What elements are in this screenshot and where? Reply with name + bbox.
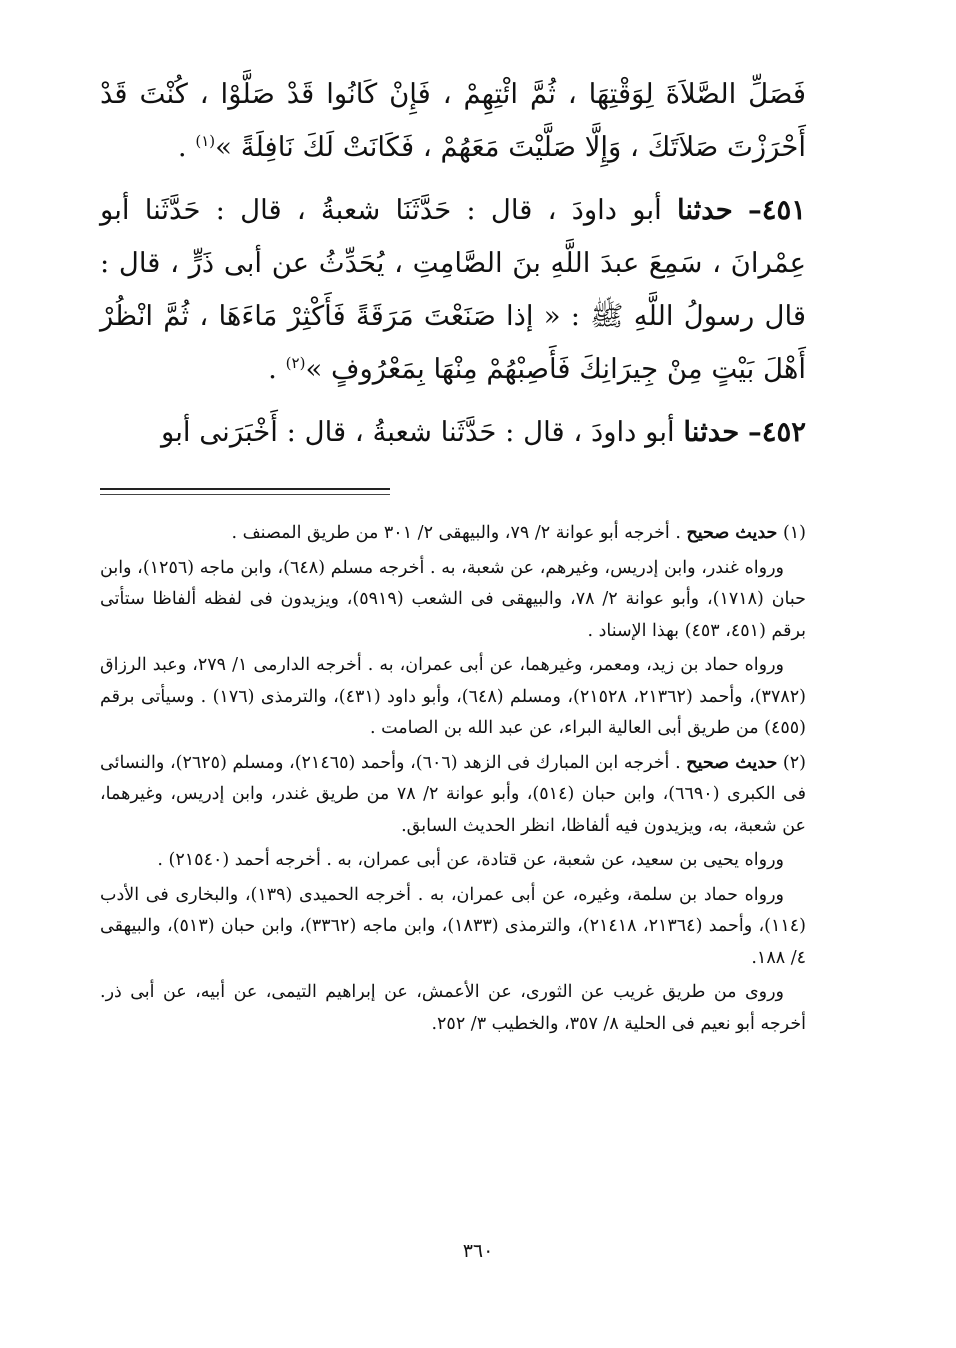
hadith-452-number: ٤٥٢–: [747, 416, 806, 448]
continuation-paragraph: [100, 68, 806, 174]
footnote-2-para-4: [100, 977, 806, 1040]
footnote-text: وروى من طريق غريب عن الثورى، عن الأعمش، عن إبراهيم التيمى، عن أبيه، عن أبى ذر. أخرجه أبو نعيم فى الحلية ٨/ ٣٥٧، والخطيب ٣/ ٢٥٢.: [100, 982, 806, 1034]
footnote-2: [100, 748, 806, 843]
hadith-451-lead: حدثنا: [676, 194, 733, 226]
hadith-452-text: أبو داودَ ، قال : حَدَّثَنا شعبةُ ، قال : أَخْبَرَنى أبو: [161, 416, 675, 448]
continuation-text: فَصَلِّ الصَّلاَةَ لِوَقْتِهَا ، ثُمَّ ائْتِهِمْ ، فَإِنْ كَانُوا قَدْ صَلَّوْا ، كُنْتَ قَدْ أَحْرَزْتَ صَلاَتَكَ ، وَإِلَّا صَلَّيْتَ مَعَهُمْ ، فَكَانَتْ لَكَ نَافِلَةً »: [100, 78, 806, 163]
footnote-2-text: . أخرجه ابن المبارك فى الزهد (٦٠٦)، وأحمد (٢١٤٦٥)، ومسلم (٢٦٢٥)، والنسائى فى الكبرى (٦٦٩٠)، وابن حبان (٥١٤)، وأبو عوانة ٢/ ٧٨ من طريق غندر، وابن إدريس، وغيرهما، عن شعبة، به، ويزيدون فيه ألفاظا، انظر الحديث السابق.: [100, 752, 806, 836]
footnote-marker-2: (٢): [782, 752, 806, 773]
footnote-separator-thin: [100, 494, 390, 495]
footnote-2-grade: حديث صحيح: [686, 752, 778, 773]
footnote-2-para-3: [100, 880, 806, 975]
footnote-1: [100, 518, 806, 550]
main-text: [100, 68, 806, 459]
hadith-451: [100, 184, 806, 396]
continuation-end: .: [177, 131, 196, 163]
footnote-text: ورواه يحيى بن سعيد، عن شعبة، عن قتادة، عن أبى عمران، به . أخرجه أحمد (٢١٥٤٠) .: [157, 850, 784, 870]
page-number: ٣٦٠: [462, 1240, 494, 1262]
footnote-1-para-3: [100, 650, 806, 745]
footnote-text: ورواه حماد بن سلمة، وغيره، عن أبى عمران، به . أخرجه الحميدى (١٣٩)، والبخارى فى الأدب (١١٤)، وأحمد (٢١٣٦٤، ٢١٤١٨)، والترمذى (١٨٣٣)، وابن ماجه (٣٣٦٢)، وابن حبان (٥١٣)، والبيهقى ٤/ ١٨٨.: [100, 884, 806, 968]
footnote-1-text: . أخرجه أبو عوانة ٢/ ٧٩، والبيهقى ٢/ ٣٠١ من طريق المصنف .: [231, 523, 681, 543]
footnote-1-para-2: [100, 553, 806, 648]
hadith-451-number: ٤٥١–: [747, 194, 806, 226]
footnote-ref-1: (١): [195, 131, 216, 150]
footnote-2-para-2: [100, 845, 806, 877]
hadith-452: [100, 406, 806, 459]
footnote-marker-1: (١): [782, 523, 806, 543]
hadith-451-text: أبو داودَ ، قال : حَدَّثَنَا شعبةُ ، قال : حَدَّثَنا أبو عِمْرانَ ، سَمِعَ عبدَ اللَّهِ بنَ الصَّامِتِ ، يُحَدِّثُ عن أبى ذَرٍّ ، قال : قال رسولُ اللَّهِ ﷺ : « إذا صَنَعْتَ مَرَقَةً فَأَكْثِرْ مَاءَهَا ، ثُمَّ انْظُرْ أَهْلَ بَيْتٍ مِنْ جِيرَانِكَ فَأَصِبْهُمْ مِنْهَا بِمَعْرُوفٍ »: [100, 194, 806, 385]
hadith-452-lead: حدثنا: [683, 416, 740, 448]
footnote-1-grade: حديث صحيح: [686, 523, 778, 543]
footnote-text: ورواه حماد بن زيد، ومعمر، وغيرهما، عن أبى عمران، به . أخرجه الدارمى ١/ ٢٧٩، وعبد الرزاق (٣٧٨٢)، وأحمد (٢١٣٦٢، ٢١٥٢٨)، ومسلم (٦٤٨)، وأبو داود (٤٣١)، والترمذى (١٧٦) . وسيأتى برقم (٤٥٥) من طريق أبى العالية البراء، عن عبد الله بن الصامت .: [100, 655, 806, 738]
footnote-text: ورواه غندر، وابن إدريس، وغيرهم، عن شعبة، به . أخرجه مسلم (٦٤٨)، وابن ماجه (١٢٥٦)، وابن حبان (١٧١٨)، وأبو عوانة ٢/ ٧٨، والبيهقى فى الشعب (٥٩١٩)، ويزيدون فى لفظه ألفاظا ستأتى برقم (٤٥١، ٤٥٣) بهذا الإسناد .: [100, 557, 806, 641]
footnote-ref-2: (٢): [285, 353, 306, 372]
hadith-451-end: .: [268, 353, 286, 385]
footnotes: [100, 518, 806, 1043]
footnote-separator: [100, 488, 390, 490]
